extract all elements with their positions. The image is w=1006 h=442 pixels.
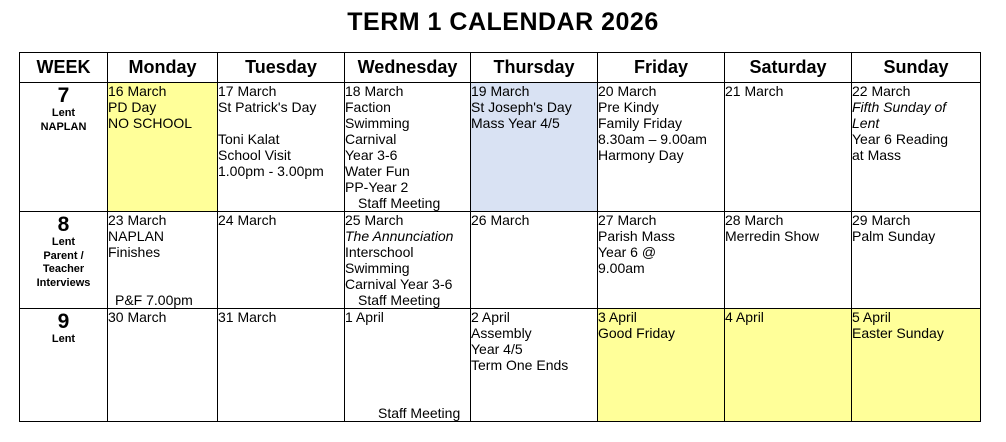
day-event: Family Friday xyxy=(598,115,683,131)
day-event: Staff Meeting xyxy=(358,292,441,308)
day-event: 8.30am – 9.00am xyxy=(598,131,707,147)
day-date: 4 April xyxy=(725,309,764,325)
day-event: Pre Kindy xyxy=(598,99,659,115)
day-date: 1 April xyxy=(345,309,384,325)
day-cell-monday xyxy=(108,309,218,422)
week-note: Teacher xyxy=(42,263,85,275)
day-date: 29 March xyxy=(852,212,911,228)
day-event: Term One Ends xyxy=(471,357,569,373)
page-title: TERM 1 CALENDAR 2026 xyxy=(347,8,659,36)
day-date: 30 March xyxy=(108,309,167,325)
day-event: Merredin Show xyxy=(725,228,820,244)
day-cell-thursday xyxy=(471,212,598,309)
week-row xyxy=(20,212,981,309)
day-event: Swimming xyxy=(345,115,410,131)
week-number: 9 xyxy=(57,310,70,333)
day-cell-thursday xyxy=(471,83,598,212)
day-event: PP-Year 2 xyxy=(345,179,409,195)
day-cell-sunday xyxy=(852,83,981,212)
header-monday: Monday xyxy=(108,53,218,83)
day-cell-friday xyxy=(598,212,725,309)
week-row xyxy=(20,83,981,212)
day-date: 16 March xyxy=(108,83,167,99)
day-event: PD Day xyxy=(108,99,157,115)
day-date: 21 March xyxy=(725,83,784,99)
day-date: 28 March xyxy=(725,212,784,228)
day-date: 19 March xyxy=(471,83,530,99)
week-cell xyxy=(20,212,108,309)
day-date: 31 March xyxy=(218,309,277,325)
week-number: 7 xyxy=(57,84,70,107)
day-cell-tuesday xyxy=(218,309,345,422)
day-event: 9.00am xyxy=(598,260,645,276)
day-event: NAPLAN xyxy=(108,228,165,244)
day-event: Staff Meeting xyxy=(358,195,441,211)
day-cell-saturday xyxy=(725,212,852,309)
day-event: Good Friday xyxy=(598,325,676,341)
day-date: 24 March xyxy=(218,212,277,228)
week-note: Lent xyxy=(51,333,76,345)
day-event: Lent xyxy=(852,115,880,131)
day-cell-wednesday xyxy=(345,212,471,309)
day-date: 26 March xyxy=(471,212,530,228)
week-note: Parent / xyxy=(43,249,84,262)
day-event: Year 3-6 xyxy=(345,147,398,163)
day-date: 23 March xyxy=(108,212,167,228)
day-event: Palm Sunday xyxy=(852,228,936,244)
day-event: Year 6 Reading xyxy=(852,131,949,147)
week-number: 8 xyxy=(57,213,70,236)
day-event: Finishes xyxy=(108,244,161,260)
week-note: Lent xyxy=(51,107,76,119)
day-date: 18 March xyxy=(345,83,404,99)
day-event: Year 4/5 xyxy=(471,341,523,357)
day-cell-friday xyxy=(598,309,725,422)
day-cell-monday xyxy=(108,83,218,212)
day-cell-saturday xyxy=(725,83,852,212)
day-event: 1.00pm - 3.00pm xyxy=(218,163,324,179)
day-event: Toni Kalat xyxy=(218,131,280,147)
week-note: NAPLAN xyxy=(40,120,87,133)
header-week: WEEK xyxy=(20,53,108,83)
day-event: Interschool xyxy=(345,244,414,260)
day-date: 2 April xyxy=(471,309,510,325)
header-sunday: Sunday xyxy=(852,53,981,83)
day-event: Fifth Sunday of xyxy=(852,99,947,115)
day-event: Harmony Day xyxy=(598,147,684,163)
day-event: Parish Mass xyxy=(598,228,676,244)
day-cell-monday xyxy=(108,212,218,309)
day-event: Year 6 @ xyxy=(598,244,657,260)
day-cell-saturday xyxy=(725,309,852,422)
day-cell-wednesday xyxy=(345,83,471,212)
week-note: Interviews xyxy=(36,276,91,289)
day-event: P&F 7.00pm xyxy=(115,292,193,308)
day-cell-tuesday xyxy=(218,212,345,309)
day-date: 20 March xyxy=(598,83,657,99)
week-row xyxy=(20,309,981,422)
day-event: NO SCHOOL xyxy=(108,115,193,131)
header-tuesday: Tuesday xyxy=(218,53,345,83)
day-cell-friday xyxy=(598,83,725,212)
week-note: Lent xyxy=(51,236,76,248)
header-thursday: Thursday xyxy=(471,53,598,83)
day-cell-wednesday xyxy=(345,309,471,422)
spacer xyxy=(218,115,344,131)
day-event: Carnival Year 3-6 xyxy=(345,276,453,292)
calendar-table xyxy=(19,52,981,422)
day-event: Assembly xyxy=(471,325,532,341)
day-date: 25 March xyxy=(345,212,404,228)
header-row xyxy=(20,53,981,83)
day-cell-thursday xyxy=(471,309,598,422)
day-date: 3 April xyxy=(598,309,637,325)
day-date: 5 April xyxy=(852,309,891,325)
day-cell-tuesday xyxy=(218,83,345,212)
day-event: Faction xyxy=(345,99,391,115)
header-saturday: Saturday xyxy=(725,53,852,83)
day-event: School Visit xyxy=(218,147,291,163)
day-date: 27 March xyxy=(598,212,657,228)
day-event: Carnival xyxy=(345,131,397,147)
day-cell-sunday xyxy=(852,309,981,422)
day-event: The Annunciation xyxy=(345,228,454,244)
day-event: Staff Meeting xyxy=(378,405,461,421)
day-event: Easter Sunday xyxy=(852,325,944,341)
week-cell xyxy=(20,83,108,212)
day-cell-sunday xyxy=(852,212,981,309)
day-event: Mass Year 4/5 xyxy=(471,115,560,131)
day-date: 22 March xyxy=(852,83,911,99)
day-event: St Patrick's Day xyxy=(218,99,317,115)
day-date: 17 March xyxy=(218,83,277,99)
header-friday: Friday xyxy=(598,53,725,83)
day-event: at Mass xyxy=(852,147,902,163)
day-event: Swimming xyxy=(345,260,410,276)
week-cell xyxy=(20,309,108,422)
header-wednesday: Wednesday xyxy=(345,53,471,83)
day-event: Water Fun xyxy=(345,163,410,179)
day-event: St Joseph's Day xyxy=(471,99,572,115)
